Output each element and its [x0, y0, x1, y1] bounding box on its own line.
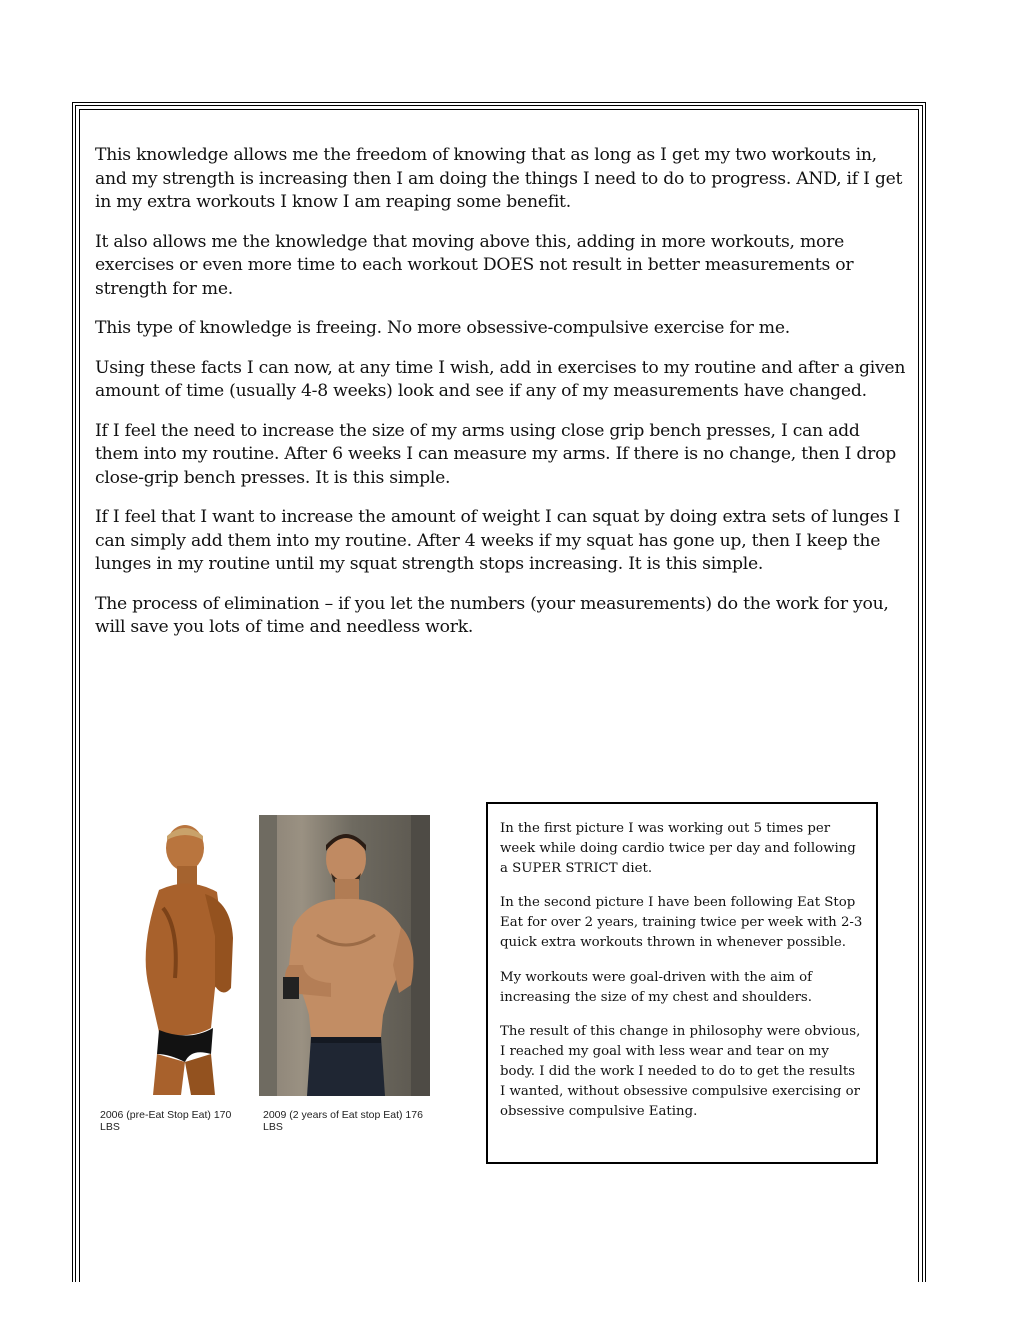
- sidebar-paragraph: The result of this change in philosophy were obvious, I reached my goal with less wear and tear on my body. I did the work I needed to do to get the results I wanted, without obsessive compulsive exercising or obsessive compulsive Eating.: [500, 1024, 861, 1119]
- after-photo-figure: [259, 815, 430, 1096]
- before-photo-caption: 2006 (pre-Eat Stop Eat) 170 LBS: [100, 1109, 232, 1133]
- paragraph: If I feel the need to increase the size of my arms using close grip bench presses, I can add them into my routine. After 6 weeks I can measure my arms. If there is no change, then I drop close-grip bench presses. It is this simple.: [95, 420, 896, 488]
- before-photo-figure: [119, 818, 244, 1095]
- after-photo-caption: 2009 (2 years of Eat stop Eat) 176 LBS: [263, 1109, 423, 1133]
- sidebar-paragraph: In the second picture I have been following Eat Stop Eat for over 2 years, training twice per week with 2-3 quick extra workouts thrown in whenever possible.: [500, 895, 863, 950]
- sidebar-box: [486, 802, 878, 1164]
- paragraph: The process of elimination – if you let the numbers (your measurements) do the work for you, will save you lots of time and needless work.: [95, 593, 889, 637]
- paragraph: Using these facts I can now, at any time I wish, add in exercises to my routine and after a given amount of time (usually 4-8 weeks) look and see if any of my measurements have changed.: [95, 357, 906, 401]
- main-text: [95, 144, 907, 656]
- paragraph: This type of knowledge is freeing. No more obsessive-compulsive exercise for me.: [95, 318, 790, 338]
- before-photo: [119, 818, 244, 1095]
- sidebar-paragraph: My workouts were goal-driven with the aim of increasing the size of my chest and shoulders.: [500, 969, 813, 1005]
- paragraph: It also allows me the knowledge that moving above this, adding in more workouts, more exercises or even more time to each workout DOES not result in better measurements or strength for me.: [95, 231, 854, 299]
- after-photo: [259, 815, 430, 1096]
- sidebar-paragraph: In the first picture I was working out 5 times per week while doing cardio twice per day and following a SUPER STRICT diet.: [500, 821, 856, 876]
- paragraph: This knowledge allows me the freedom of knowing that as long as I get my two workouts in, and my strength is increasing then I am doing the things I need to do to progress. AND, if I get in my extra workouts I know I am reaping some benefit.: [95, 145, 903, 212]
- paragraph: If I feel that I want to increase the amount of weight I can squat by doing extra sets of lunges I can simply add them into my routine. After 4 weeks if my squat has gone up, then I keep the lunges in my routine until my squat strength stops increasing. It is this simple.: [95, 507, 900, 574]
